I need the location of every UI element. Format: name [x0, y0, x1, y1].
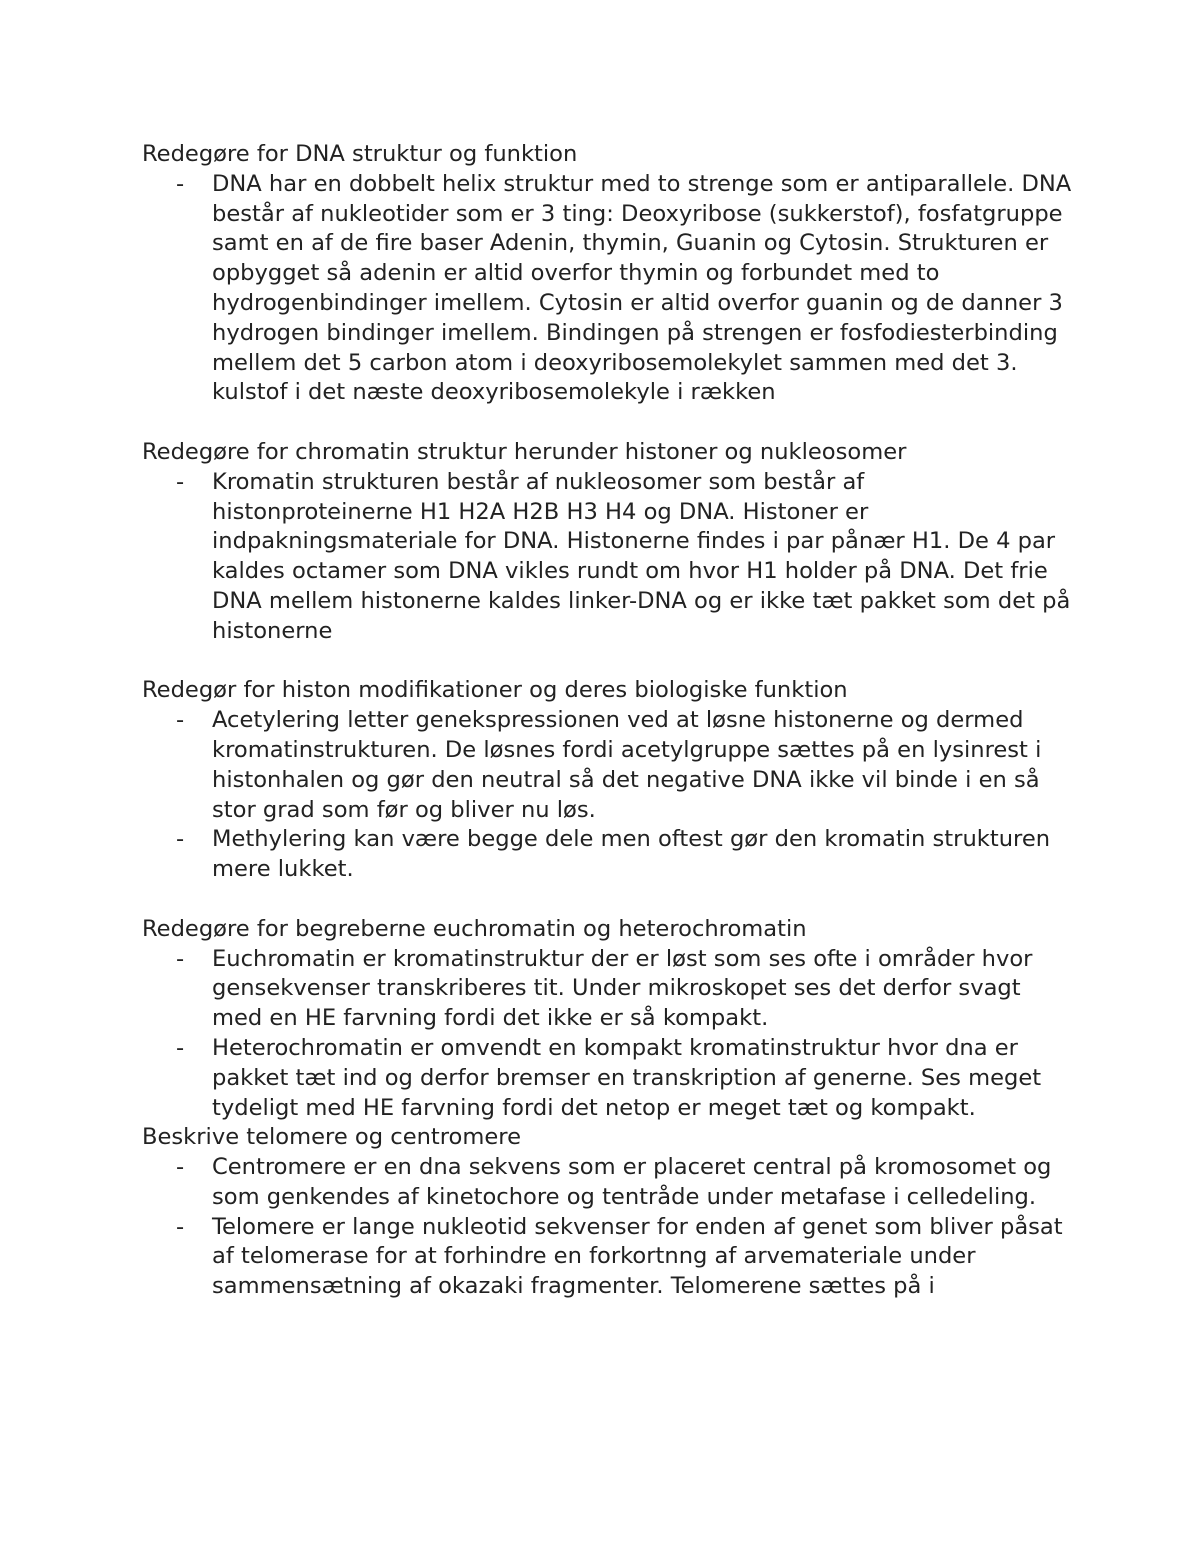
dash-bullet: -: [176, 707, 185, 734]
section-chromatin-structure: [142, 438, 1072, 647]
list-item-text: Telomere er lange nukleotid sekvenser for enden af genet som bliver påsat af telomerase for at forhindre en forkortnng af arvemateriale under sammensætning af okazaki fragmenter. Telomerene sættes på i: [212, 1213, 1063, 1300]
section-heading: Redegøre for begreberne euchromatin og heterochromatin: [142, 915, 807, 942]
list-item-text: DNA har en dobbelt helix struktur med to strenge som er antiparallele. DNA består af nukleotider som er 3 ting: Deoxyribose (sukkerstof), fosfatgruppe samt en af de fire baser Adenin, thymin, Guanin og Cytosin. Strukturen er opbygget så adenin er altid overfor thymin og forbundet med to hydrogenbindinger imellem. Cytosin er altid overfor guanin og de danner 3 hydrogen bindinger imellem. Bindingen på strengen er fosfodiesterbinding mellem det 5 carbon atom i deoxyribosemolekylet sammen med det 3. kulstof i det næste deoxyribosemolekyle i rækken: [212, 170, 1072, 406]
list-item-text: Heterochromatin er omvendt en kompakt kromatinstruktur hvor dna er pakket tæt ind og derfor bremser en transkription af generne. Ses meget tydeligt med HE farvning fordi det netop er meget tæt og kompakt.: [212, 1034, 1042, 1121]
dash-bullet: -: [176, 1213, 185, 1240]
list-item: [142, 1034, 1072, 1123]
section-euchromatin-heterochromatin: [142, 915, 1072, 1124]
bullet-list: [142, 468, 1072, 647]
section-heading: Redegør for histon modifikationer og deres biologiske funktion: [142, 677, 848, 704]
list-item: [142, 1213, 1072, 1302]
bullet-list: [142, 170, 1072, 408]
section-heading: Beskrive telomere og centromere: [142, 1124, 521, 1151]
list-item: [142, 825, 1072, 885]
document-body: [142, 140, 1072, 1302]
section-histone-modifications: [142, 676, 1072, 885]
list-item-text: Centromere er en dna sekvens som er placeret central på kromosomet og som genkendes af kinetochore og tentråde under metafase i celledeling.: [212, 1154, 1052, 1210]
section-heading: Redegøre for chromatin struktur herunder histoner og nukleosomer: [142, 438, 907, 465]
list-item: [142, 945, 1072, 1034]
dash-bullet: -: [176, 1154, 185, 1181]
list-item-text: Kromatin strukturen består af nukleosomer som består af histonproteinerne H1 H2A H2B H3 H4 og DNA. Histoner er indpakningsmateriale for DNA. Histonerne findes i par pånær H1. De 4 par kaldes octamer som DNA vikles rundt om hvor H1 holder på DNA. Det frie DNA mellem histonerne kaldes linker-DNA og er ikke tæt pakket som det på histonerne: [212, 468, 1071, 644]
list-item: [142, 706, 1072, 825]
section-telomere-centromere: [142, 1123, 1072, 1302]
bullet-list: [142, 1153, 1072, 1302]
bullet-list: [142, 945, 1072, 1124]
section-dna-structure: [142, 140, 1072, 408]
list-item-text: Acetylering letter genekspressionen ved at løsne histonerne og dermed kromatinstrukturen. De løsnes fordi acetylgruppe sættes på en lysinrest i histonhalen og gør den neutral så det negative DNA ikke vil binde i en så stor grad som før og bliver nu løs.: [212, 707, 1042, 823]
dash-bullet: -: [176, 945, 185, 972]
list-item: [142, 170, 1072, 408]
list-item: [142, 1153, 1072, 1213]
section-heading: Redegøre for DNA struktur og funktion: [142, 141, 578, 167]
dash-bullet: -: [176, 468, 185, 495]
dash-bullet: -: [176, 1034, 185, 1061]
dash-bullet: -: [176, 826, 185, 853]
list-item-text: Euchromatin er kromatinstruktur der er løst som ses ofte i områder hvor gensekvenser transkriberes tit. Under mikroskopet ses det derfor svagt med en HE farvning fordi det ikke er så kompakt.: [212, 945, 1033, 1032]
list-item-text: Methylering kan være begge dele men oftest gør den kromatin strukturen mere lukket.: [212, 826, 1051, 883]
list-item: [142, 468, 1072, 647]
dash-bullet: -: [176, 170, 185, 197]
bullet-list: [142, 706, 1072, 885]
